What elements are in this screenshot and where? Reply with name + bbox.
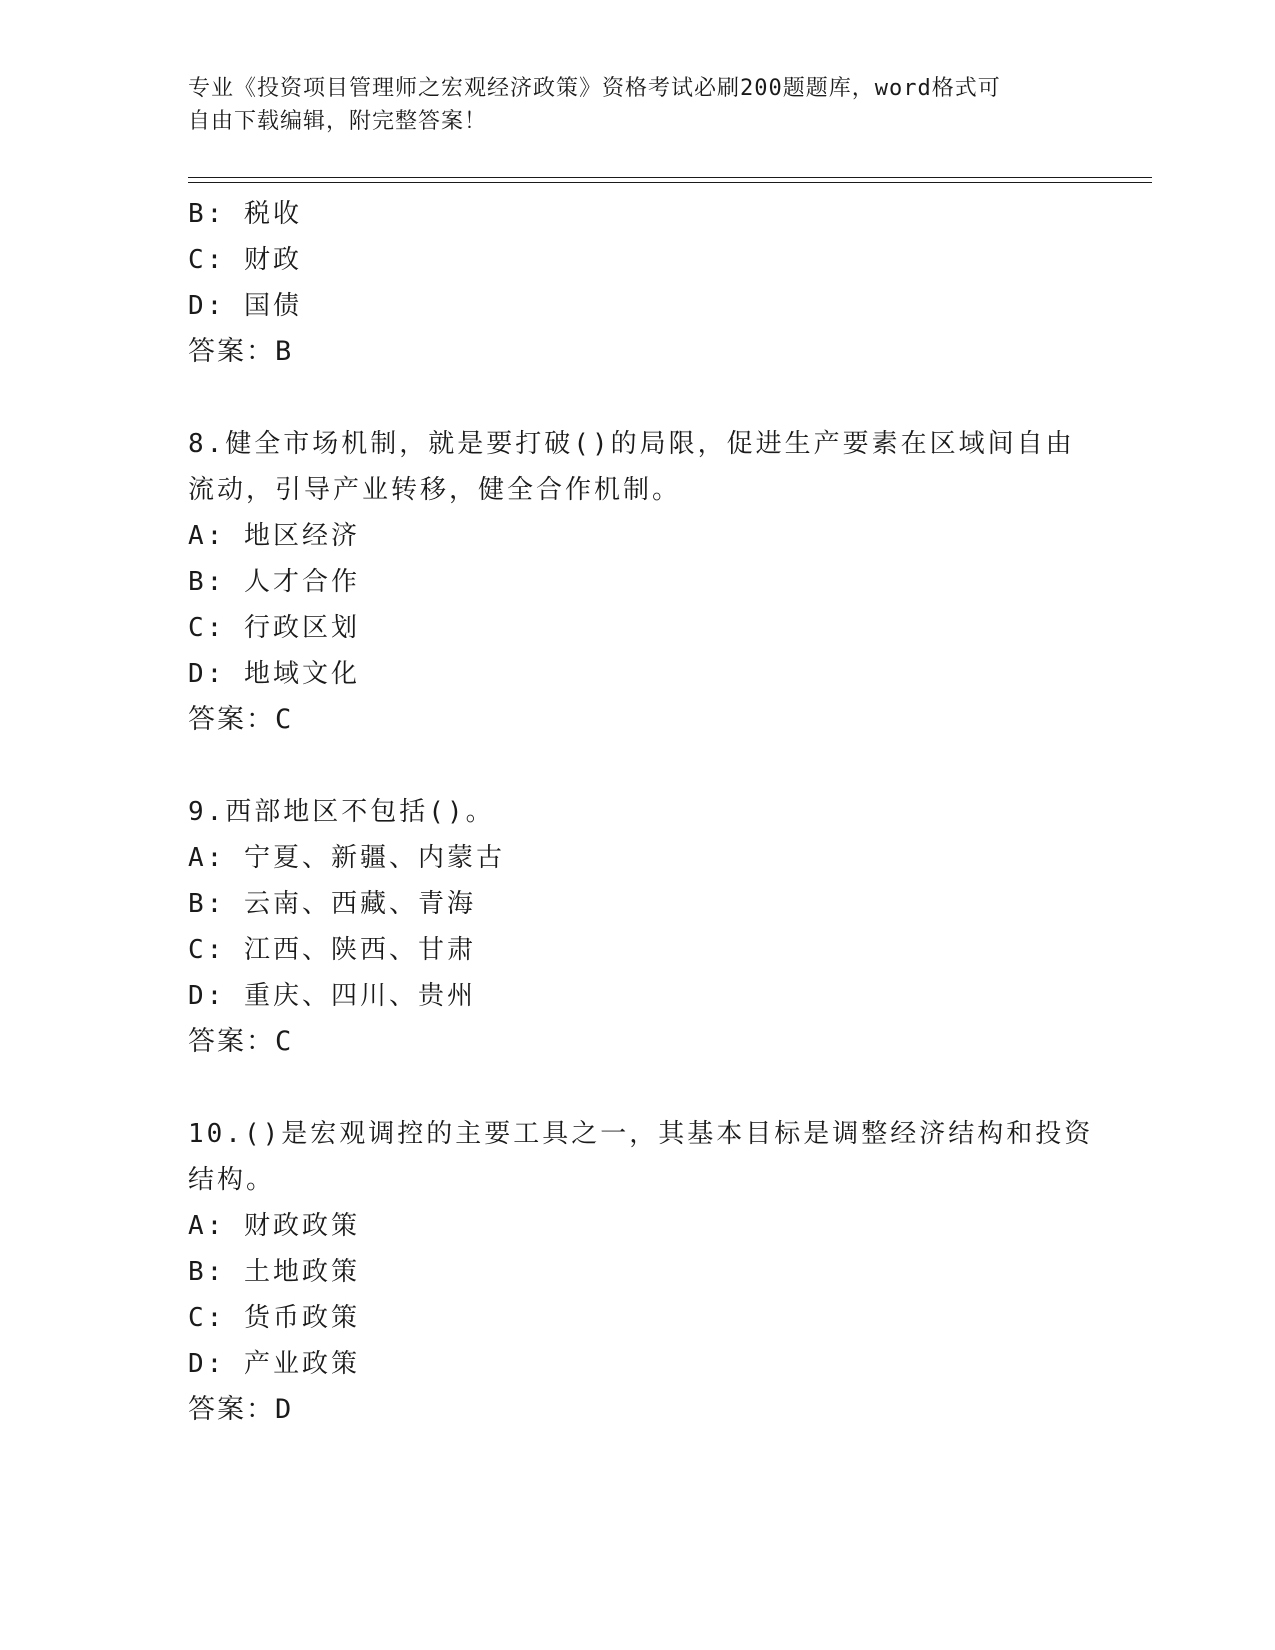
answer-line: 答案：C [188, 704, 294, 735]
question-stem [188, 789, 1088, 835]
option-a: A: 宁夏、新疆、内蒙古 [188, 843, 505, 873]
option-d: D: 重庆、四川、贵州 [188, 981, 476, 1011]
answer-line: 答案：C [188, 1026, 294, 1057]
option-d: D: 国债 [188, 291, 302, 321]
option-b: B: 云南、西藏、青海 [188, 889, 476, 919]
question-list [188, 191, 1094, 1433]
question-stem-line-2: 流动，引导产业转移，健全合作机制。 [188, 475, 682, 505]
option-d: D: 产业政策 [188, 1349, 360, 1379]
option-d: D: 地域文化 [188, 659, 360, 689]
question-9 [188, 789, 1088, 1065]
option-c: C: 货币政策 [188, 1303, 360, 1333]
answer-line: 答案：D [188, 1394, 294, 1425]
option-a: A: 财政政策 [188, 1211, 360, 1241]
answer-line: 答案：B [188, 336, 294, 367]
header-title-line-2: 自由下载编辑，附完整答案！ [188, 109, 488, 134]
question-stem-line-1: 10.()是宏观调控的主要工具之一，其基本目标是调整经济结构和投资 [188, 1119, 1094, 1149]
option-a: A: 地区经济 [188, 521, 360, 551]
question-stem [188, 1111, 1094, 1203]
question-stem-line-2: 结构。 [188, 1165, 276, 1195]
question-partial [188, 191, 1088, 375]
option-c: C: 江西、陕西、甘肃 [188, 935, 476, 965]
option-c: C: 财政 [188, 245, 302, 275]
question-stem-line-1: 8.健全市场机制，就是要打破()的局限，促进生产要素在区域间自由 [188, 429, 1075, 459]
header-title-line-1: 专业《投资项目管理师之宏观经济政策》资格考试必刷200题题库，word格式可 [188, 76, 1001, 101]
document-header [188, 72, 1068, 138]
question-8 [188, 421, 1088, 743]
option-b: B: 土地政策 [188, 1257, 360, 1287]
option-b: B: 人才合作 [188, 567, 360, 597]
option-b: B: 税收 [188, 199, 302, 229]
question-10 [188, 1111, 1094, 1433]
option-c: C: 行政区划 [188, 613, 360, 643]
header-divider-top [188, 177, 1152, 178]
question-stem [188, 421, 1088, 513]
question-stem-line-1: 9.西部地区不包括()。 [188, 797, 495, 827]
header-divider-bottom [188, 182, 1152, 183]
